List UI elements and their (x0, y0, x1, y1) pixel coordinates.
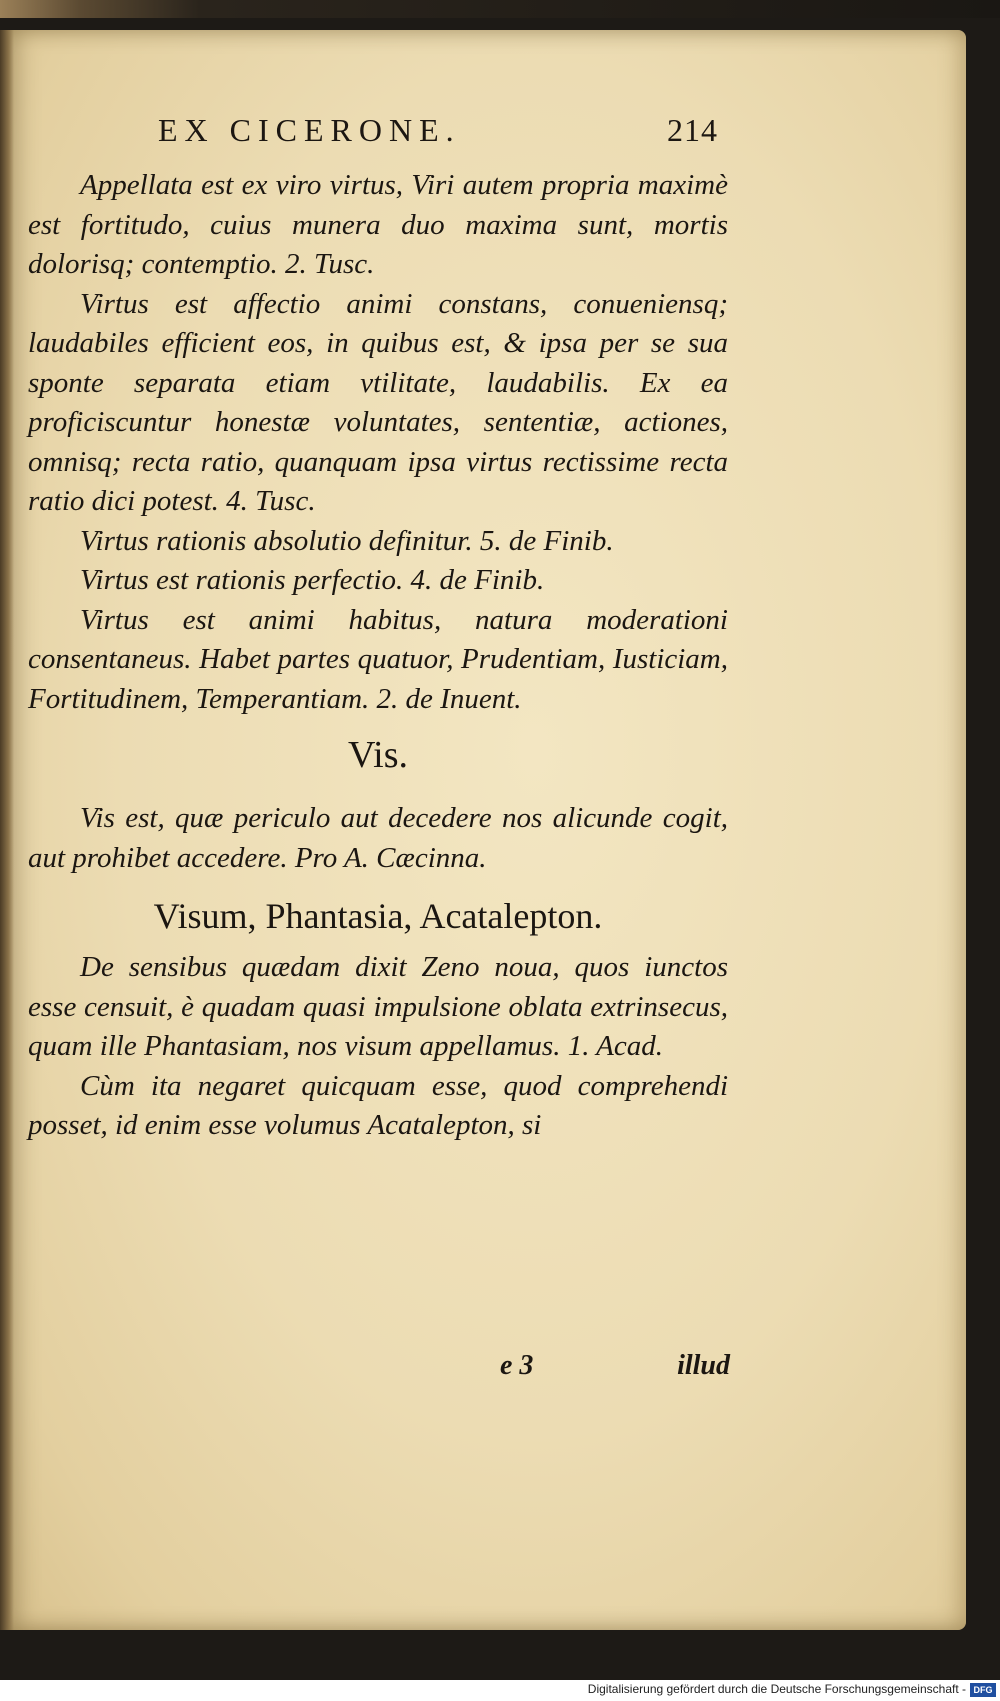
top-edge-strip (0, 0, 1000, 18)
digitization-footer (0, 1680, 1000, 1701)
section-heading-vis: Vis. (347, 734, 408, 776)
running-head-title: EX CICERONE. (158, 112, 461, 148)
paragraph-cum-ita-negaret: Cùm ita negaret quicquam esse, quod comprehendi posset, id enim esse volumus Acatalepton, si (28, 1069, 728, 1141)
paragraph-virtus-rationis-absolutio: Virtus rationis absolutio definitur. 5. de Finib. (80, 524, 614, 557)
page-number: 214 (667, 112, 718, 148)
paragraph-vis: Vis est, quæ periculo aut decedere nos alicunde cogit, aut prohibet accedere. Pro A. Cæcinna. (28, 802, 728, 874)
paragraph-appellata: Appellata est ex viro virtus, Viri autem propria maximè est fortitudo, cuius munera duo maxima sunt, mortis dolorisq; contemptio. 2. Tusc. (28, 169, 728, 280)
running-head (158, 112, 718, 152)
section-heading-visum: Visum, Phantasia, Acatalepton. (153, 896, 603, 936)
paragraph-virtus-habitus: Virtus est animi habitus, natura moderationi consentaneus. Habet partes quatuor, Prudentiam, Iusticiam, Fortitudinem, Temperantiam. 2. de Inuent. (28, 603, 728, 715)
paragraph-virtus-affectio: Virtus est affectio animi constans, conueniensq; laudabiles efficient eos, in quibus est, & ipsa per se sua sponte separata etiam vtilitate, laudabilis. Ex ea proficiscuntur honestæ voluntates, sententiæ, actiones, omnisq; recta ratio, quanquam ipsa virtus rectissime recta ratio dici potest. 4. Tusc. (28, 287, 728, 517)
paragraph-de-sensibus: De sensibus quædam dixit Zeno noua, quos iunctos esse censuit, è quadam quasi impulsione oblata extrinsecus, quam ille Phantasiam, nos visum appellamus. 1. Acad. (28, 951, 728, 1062)
page-gutter-shadow (0, 30, 14, 1630)
paragraph-virtus-perfectio: Virtus est rationis perfectio. 4. de Finib. (80, 564, 545, 596)
catchline (500, 1350, 730, 1390)
catchword: illud (677, 1350, 730, 1381)
funding-credit: Digitalisierung gefördert durch die Deutsche Forschungsgemeinschaft - (587, 1682, 966, 1696)
signature-mark: e 3 (500, 1350, 534, 1381)
page-text (28, 166, 728, 1146)
dfg-logo: DFG (970, 1683, 996, 1697)
